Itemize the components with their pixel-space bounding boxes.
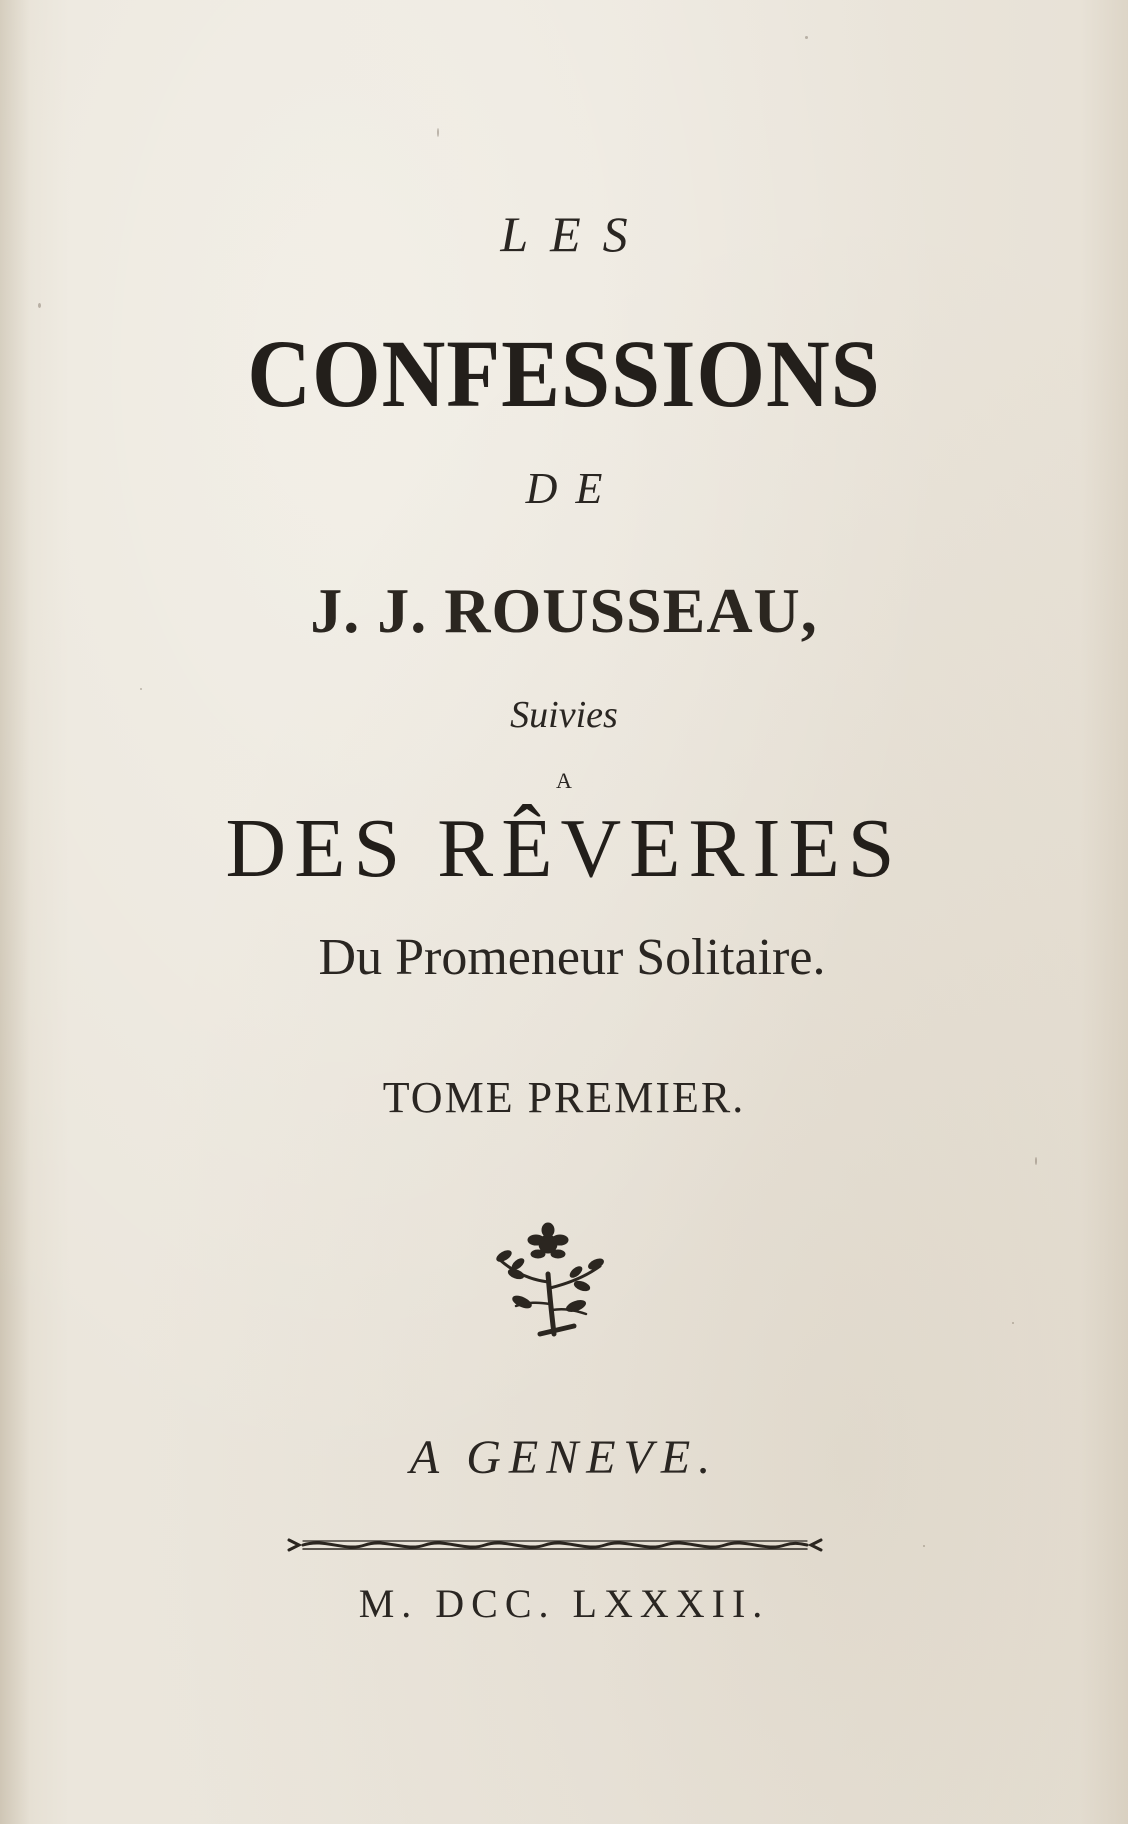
subtitle-small-a: A	[556, 768, 572, 793]
floral-ornament-icon	[492, 1222, 610, 1338]
title-preposition: DE	[525, 464, 621, 513]
second-title-continuation: Du Promeneur Solitaire.	[318, 929, 826, 986]
subtitle-connector: Suivies	[510, 694, 618, 736]
paper-speck	[140, 688, 142, 690]
paper-speck	[437, 128, 439, 137]
typographic-rule-icon	[285, 1532, 825, 1558]
paper-speck	[1012, 1322, 1014, 1324]
title-article: LES	[500, 206, 650, 262]
author-name: J. J. ROUSSEAU,	[310, 575, 818, 646]
paper-speck	[1035, 1157, 1037, 1165]
volume-label: TOME PREMIER.	[382, 1073, 746, 1122]
paper-speck	[923, 1545, 925, 1547]
main-title: CONFESSIONS	[247, 320, 881, 427]
paper-speck	[38, 303, 41, 308]
paper-speck	[805, 36, 808, 39]
second-title: DES RÊVERIES	[225, 802, 903, 895]
imprint-place: A GENEVE.	[409, 1431, 719, 1484]
imprint-date: M. DCC. LXXXII.	[358, 1581, 770, 1626]
